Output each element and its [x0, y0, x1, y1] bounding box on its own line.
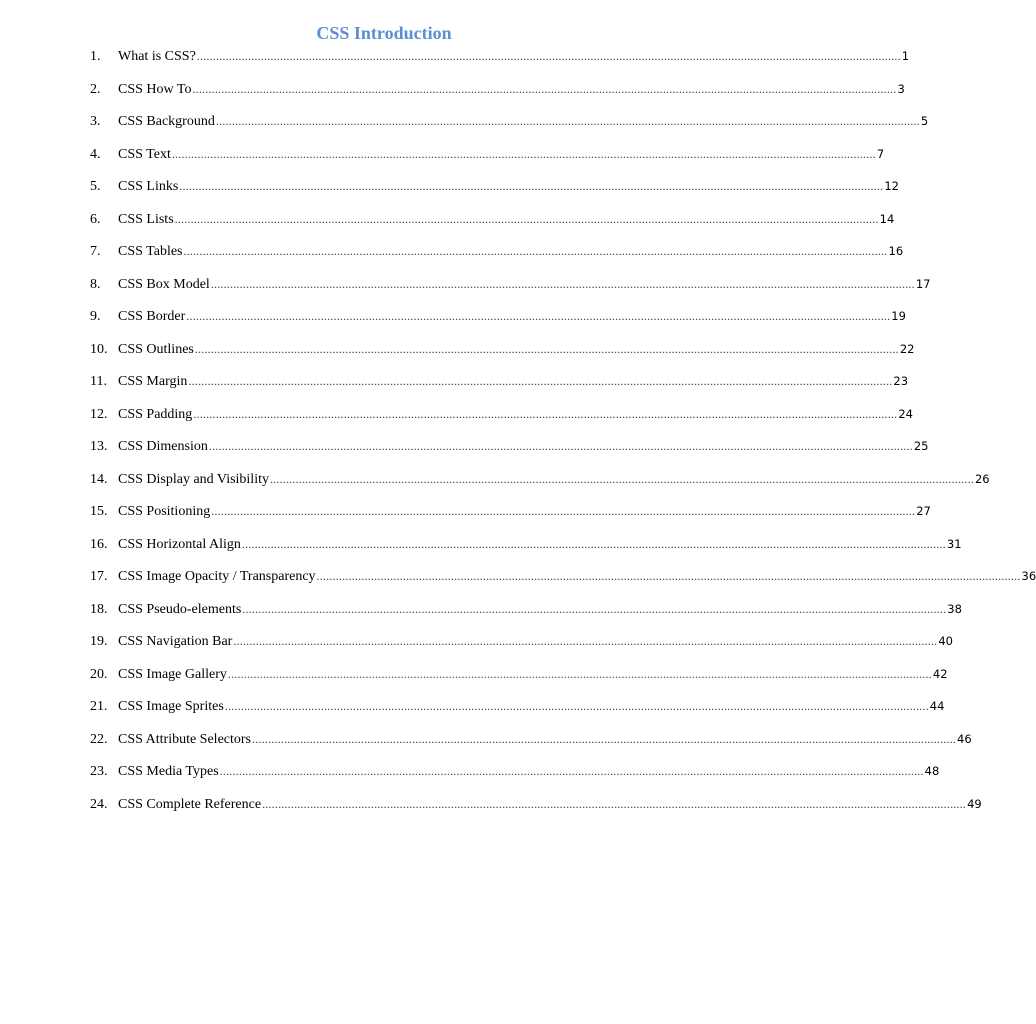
toc-entry-page: 16 [888, 244, 904, 258]
toc-entry-page: 24 [898, 406, 913, 421]
table-of-contents [90, 46, 1036, 826]
toc-entry[interactable] [90, 664, 948, 697]
toc-entry-page: 36 [1021, 569, 1036, 583]
toc-entry[interactable] [90, 436, 929, 469]
toc-entry-page: 22 [899, 341, 915, 356]
toc-entry[interactable] [90, 371, 909, 404]
toc-entry-number: 8. [90, 276, 101, 292]
toc-entry-page: 5 [920, 114, 929, 128]
toc-entry-label[interactable]: CSS Positioning [118, 504, 211, 519]
toc-entry-number: 3. [90, 114, 101, 129]
toc-dot-leader: ............................................................................................................................................................................................................................ [252, 731, 956, 746]
toc-entry-number: 19. [90, 634, 108, 649]
toc-entry-label[interactable]: CSS Background [118, 114, 215, 129]
toc-entry-label[interactable]: CSS Horizontal Align [118, 536, 241, 552]
toc-dot-leader: ............................................................................................................................................................................................................................ [174, 211, 879, 226]
toc-entry-page: 27 [916, 504, 931, 518]
toc-entry[interactable] [90, 176, 899, 209]
toc-entry[interactable] [90, 339, 915, 372]
toc-dot-leader: ............................................................................................................................................................................................................................ [208, 439, 913, 453]
toc-dot-leader: ............................................................................................................................................................................................................................ [192, 81, 897, 96]
toc-dot-leader: ............................................................................................................................................................................................................................ [215, 114, 920, 128]
toc-entry[interactable] [90, 729, 972, 762]
toc-entry-label[interactable]: CSS Image Gallery [118, 666, 227, 682]
toc-entry-number: 15. [90, 504, 108, 519]
toc-entry-page: 46 [957, 731, 972, 746]
toc-entry-page: 7 [876, 146, 885, 161]
toc-entry-label[interactable]: CSS Margin [118, 374, 188, 389]
toc-entry-number: 2. [90, 81, 101, 97]
toc-entry-number: 24. [90, 796, 108, 812]
toc-entry-page: 23 [893, 374, 909, 388]
toc-entry-number: 18. [90, 601, 108, 617]
toc-entry[interactable] [90, 404, 913, 437]
toc-dot-leader: ............................................................................................................................................................................................................................ [186, 309, 891, 323]
toc-entry-number: 11. [90, 374, 107, 389]
toc-entry-label[interactable]: CSS Media Types [118, 764, 219, 779]
toc-entry-label[interactable]: CSS Tables [118, 244, 183, 259]
toc-entry-number: 17. [90, 569, 108, 584]
toc-entry-number: 16. [90, 536, 108, 552]
toc-entry-page: 3 [897, 81, 905, 96]
toc-entry-number: 7. [90, 244, 101, 259]
toc-entry-label[interactable]: CSS Border [118, 309, 186, 324]
toc-entry-number: 10. [90, 341, 108, 357]
toc-entry-label[interactable]: CSS Image Opacity / Transparency [118, 569, 316, 584]
toc-entry-page: 25 [913, 439, 929, 453]
toc-entry[interactable] [90, 761, 940, 794]
toc-entry-page: 40 [938, 634, 953, 648]
toc-entry-number: 9. [90, 309, 101, 324]
toc-entry-label[interactable]: CSS Padding [118, 406, 193, 422]
toc-entry[interactable] [90, 306, 906, 339]
toc-entry-number: 6. [90, 211, 101, 227]
toc-dot-leader: ............................................................................................................................................................................................................................ [179, 179, 884, 193]
toc-entry-page: 1 [901, 49, 910, 63]
toc-dot-leader: ............................................................................................................................................................................................................................ [194, 341, 899, 356]
toc-entry-page: 31 [946, 536, 962, 551]
toc-entry[interactable] [90, 469, 990, 502]
toc-entry-label[interactable]: CSS Text [118, 146, 171, 162]
toc-entry-label[interactable]: CSS Box Model [118, 276, 210, 292]
toc-entry-page: 14 [879, 211, 895, 226]
toc-entry-number: 12. [90, 406, 108, 422]
toc-dot-leader: ............................................................................................................................................................................................................................ [242, 601, 947, 616]
toc-entry[interactable] [90, 696, 945, 729]
toc-entry[interactable] [90, 794, 982, 827]
toc-dot-leader: ............................................................................................................................................................................................................................ [171, 146, 876, 161]
toc-entry-label[interactable]: CSS Attribute Selectors [118, 731, 251, 747]
toc-dot-leader: ............................................................................................................................................................................................................................ [233, 634, 938, 648]
toc-entry-number: 14. [90, 471, 108, 487]
toc-entry-number: 1. [90, 49, 101, 64]
toc-dot-leader: ............................................................................................................................................................................................................................ [210, 276, 915, 291]
toc-entry[interactable] [90, 209, 895, 242]
toc-entry-label[interactable]: What is CSS? [118, 49, 196, 64]
toc-entry-page: 38 [947, 601, 962, 616]
toc-entry-label[interactable]: CSS Pseudo-elements [118, 601, 242, 617]
toc-entry-number: 22. [90, 731, 108, 747]
toc-entry-page: 48 [924, 764, 940, 778]
toc-dot-leader: ............................................................................................................................................................................................................................ [219, 764, 924, 778]
toc-entry[interactable] [90, 79, 905, 112]
toc-entry[interactable] [90, 111, 929, 144]
toc-entry-page: 12 [884, 179, 899, 193]
toc-entry-label[interactable]: CSS Links [118, 179, 179, 194]
toc-dot-leader: ............................................................................................................................................................................................................................ [269, 471, 974, 486]
toc-entry-page: 19 [891, 309, 906, 323]
toc-entry-label[interactable]: CSS Navigation Bar [118, 634, 233, 649]
toc-entry-number: 13. [90, 439, 108, 454]
toc-dot-leader: ............................................................................................................................................................................................................................ [241, 536, 946, 551]
toc-entry-number: 5. [90, 179, 101, 194]
toc-dot-leader: ............................................................................................................................................................................................................................ [193, 406, 898, 421]
toc-entry-page: 44 [929, 699, 945, 713]
toc-entry[interactable] [90, 566, 1036, 599]
toc-entry-label[interactable]: CSS Dimension [118, 439, 208, 454]
toc-dot-leader: ............................................................................................................................................................................................................................ [316, 569, 1021, 583]
toc-dot-leader: ............................................................................................................................................................................................................................ [183, 244, 888, 258]
toc-entry[interactable] [90, 534, 962, 567]
toc-entry[interactable] [90, 274, 931, 307]
toc-entry-label[interactable]: CSS Lists [118, 211, 174, 227]
toc-dot-leader: ............................................................................................................................................................................................................................ [224, 699, 929, 713]
toc-entry-label[interactable]: CSS How To [118, 81, 192, 97]
toc-dot-leader: ............................................................................................................................................................................................................................ [211, 504, 916, 518]
toc-entry-number: 4. [90, 146, 101, 162]
toc-entry[interactable] [90, 241, 904, 274]
toc-entry[interactable] [90, 501, 931, 534]
toc-dot-leader: ............................................................................................................................................................................................................................ [188, 374, 893, 388]
toc-entry-number: 23. [90, 764, 108, 779]
toc-entry-page: 17 [915, 276, 931, 291]
toc-entry[interactable] [90, 144, 885, 177]
toc-entry-number: 20. [90, 666, 108, 682]
toc-entry-label[interactable]: CSS Outlines [118, 341, 194, 357]
toc-entry[interactable] [90, 599, 962, 632]
toc-entry-label[interactable]: CSS Image Sprites [118, 699, 224, 714]
toc-entry[interactable] [90, 46, 910, 79]
toc-entry-page: 26 [974, 471, 990, 486]
toc-entry-page: 42 [932, 666, 948, 681]
toc-dot-leader: ............................................................................................................................................................................................................................ [196, 49, 901, 63]
toc-dot-leader: ............................................................................................................................................................................................................................ [262, 796, 967, 811]
toc-entry-label[interactable]: CSS Complete Reference [118, 796, 262, 812]
toc-entry[interactable] [90, 631, 953, 664]
toc-entry-page: 49 [967, 796, 982, 811]
toc-entry-number: 21. [90, 699, 108, 714]
toc-entry-label[interactable]: CSS Display and Visibility [118, 471, 269, 487]
toc-dot-leader: ............................................................................................................................................................................................................................ [227, 666, 932, 681]
page-title: CSS Introduction [316, 23, 452, 43]
